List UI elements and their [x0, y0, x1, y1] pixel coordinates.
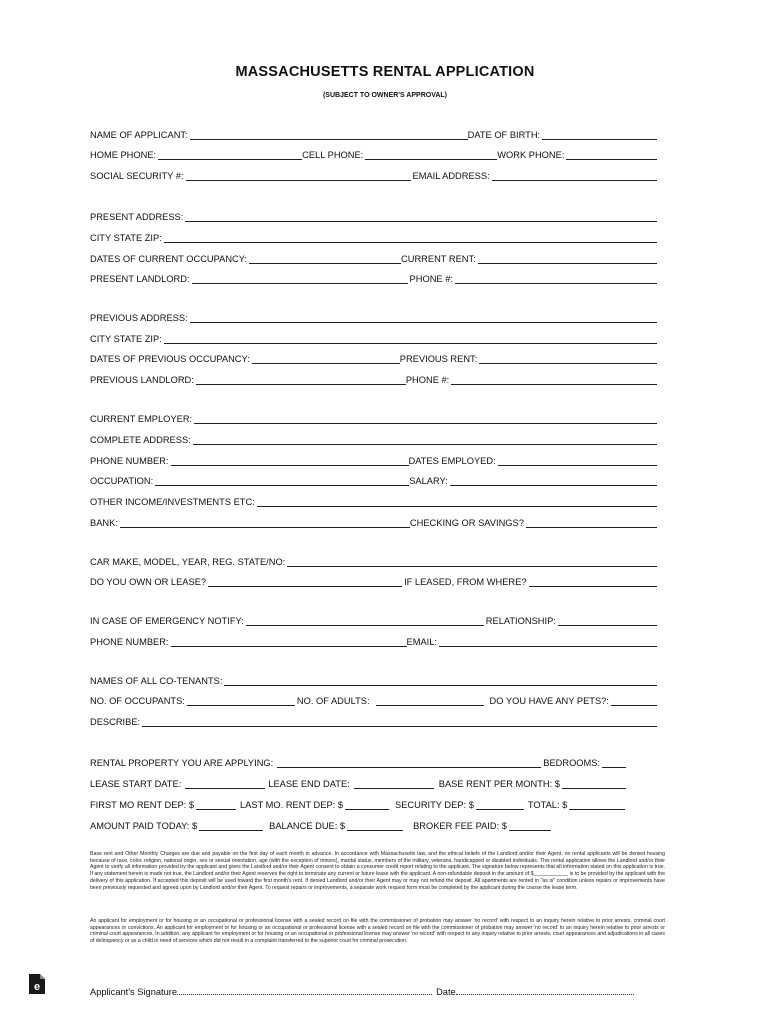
eforms-logo-icon — [28, 973, 46, 995]
bedrooms-label: BEDROOMS: — [543, 758, 601, 768]
security-label: SECURITY DEP: $ — [395, 800, 474, 810]
previous-address-field[interactable] — [190, 311, 657, 323]
rental-property-label: RENTAL PROPERTY YOU ARE APPLYING: — [90, 758, 274, 768]
describe-field[interactable] — [142, 715, 657, 727]
ssn-field[interactable] — [186, 169, 411, 181]
first-mo-label: FIRST MO RENT DEP: $ — [90, 800, 195, 810]
emergency-notify-field[interactable] — [246, 614, 484, 626]
employer-phone-label: PHONE NUMBER: — [90, 456, 169, 466]
occupants-label: NO. OF OCCUPANTS: — [90, 696, 185, 706]
other-income-row — [90, 494, 657, 508]
previous-city-field[interactable] — [164, 332, 657, 344]
cell-phone-field[interactable] — [365, 148, 497, 160]
lease-dates-row — [90, 776, 657, 790]
own-lease-row — [90, 574, 657, 588]
salary-label: SALARY: — [409, 476, 448, 486]
car-label: CAR MAKE, MODEL, YEAR, REG. STATE/NO: — [90, 557, 286, 567]
cotenants-field[interactable] — [224, 674, 657, 686]
employer-phone-row — [90, 453, 657, 467]
other-income-label: OTHER INCOME/INVESTMENTS ETC: — [90, 497, 255, 507]
employer-row — [90, 411, 657, 425]
bedrooms-field[interactable] — [602, 756, 626, 768]
bank-label: BANK: — [90, 518, 118, 528]
applicant-name-field[interactable] — [190, 128, 468, 140]
broker-label: BROKER FEE PAID: $ — [413, 821, 507, 831]
cell-phone-label: CELL PHONE: — [302, 150, 364, 160]
emergency-row — [90, 613, 657, 627]
occupation-row — [90, 473, 657, 487]
present-landlord-label: PRESENT LANDLORD: — [90, 274, 190, 284]
home-phone-label: HOME PHONE: — [90, 150, 157, 160]
rental-property-field[interactable] — [277, 756, 541, 768]
signature-date-field[interactable] — [456, 984, 634, 995]
amount-paid-field[interactable] — [199, 819, 263, 831]
describe-row — [90, 714, 657, 728]
emergency-phone-field[interactable] — [171, 635, 407, 647]
lease-start-field[interactable] — [185, 777, 265, 789]
employer-address-row — [90, 432, 657, 446]
checking-field[interactable] — [526, 516, 657, 528]
dates-employed-label: DATES EMPLOYED: — [408, 456, 496, 466]
emergency-email-label: EMAIL: — [406, 637, 437, 647]
first-mo-field[interactable] — [196, 798, 236, 810]
previous-landlord-label: PREVIOUS LANDLORD: — [90, 375, 194, 385]
base-rent-label: BASE RENT PER MONTH: $ — [438, 779, 560, 789]
last-mo-label: LAST MO. RENT DEP: $ — [240, 800, 343, 810]
describe-label: DESCRIBE: — [90, 717, 141, 727]
own-lease-field[interactable] — [208, 575, 402, 587]
previous-city-label: CITY STATE ZIP: — [90, 334, 162, 344]
applicant-signature-field[interactable] — [177, 984, 432, 995]
balance-field[interactable] — [347, 819, 403, 831]
present-address-field[interactable] — [185, 210, 657, 222]
own-lease-label: DO YOU OWN OR LEASE? — [90, 577, 207, 587]
pets-field[interactable] — [611, 694, 657, 706]
present-dates-row — [90, 251, 657, 265]
occupation-label: OCCUPATION: — [90, 476, 154, 486]
base-rent-field[interactable] — [562, 777, 626, 789]
checking-label: CHECKING OR SAVINGS? — [409, 518, 524, 528]
applicant-name-row — [90, 127, 657, 141]
pets-label: DO YOU HAVE ANY PETS?: — [489, 696, 609, 706]
present-dates-field[interactable] — [249, 252, 401, 264]
ssn-label: SOCIAL SECURITY #: — [90, 171, 184, 181]
lease-end-label: LEASE END DATE: — [268, 779, 350, 789]
previous-dates-row — [90, 351, 657, 365]
occupants-field[interactable] — [187, 694, 295, 706]
bank-field[interactable] — [120, 516, 410, 528]
total-field[interactable] — [569, 798, 625, 810]
occupation-field[interactable] — [155, 474, 409, 486]
present-address-row — [90, 209, 657, 223]
applicant-signature-label: Applicant's Signature — [90, 987, 178, 997]
dates-employed-field[interactable] — [498, 454, 657, 466]
disclosure-paragraph: Base rent and Other Monthly Charges are due and payable on the first day of each month in advance. In accordance with Massachusetts law, and the ethical beliefs of the Landlord and/or their Agent, no rental applicants will be denied housing because of race, color, religion, national origin, sex or sexual orientation, age (with the exception of minors), marital status, members of the military, veterans, handicapped or disabled individuals. This rental application allows the Landlord and/or their Agent to verify all information provided by the applicant and gives the Landlord and/or their Agent consent to obtain a consumer credit report relating to the applicant. The signature below represents that all information stated on this application is true. If any statement herein is made not true, the Landlord and/or their Agent reserves the right to terminate any current or future lease with the applicant. A non-refundable deposit in the amount of $____________ is to be provided by the applicant with the delivery of this application. If accepted this deposit will be used toward the first month's rent. If denied Landlord and/or their Agent may or may not refund the deposit. All apartments are rented in "as is" condition unless repairs or improvements have been previously requested and agreed upon by Landlord and/or their Agent. To request repairs or improvements, a separate work request form must be completed by the applicant during the course the lease term. — [90, 851, 665, 891]
present-city-label: CITY STATE ZIP: — [90, 233, 162, 243]
work-phone-field[interactable] — [566, 148, 657, 160]
form-title: MASSACHUSETTS RENTAL APPLICATION — [235, 64, 535, 80]
present-phone-label: PHONE #: — [409, 274, 453, 284]
ssn-row — [90, 168, 657, 182]
email-field[interactable] — [492, 169, 657, 181]
previous-landlord-row — [90, 372, 657, 386]
present-address-label: PRESENT ADDRESS: — [90, 212, 184, 222]
adults-field[interactable] — [376, 694, 484, 706]
car-row — [90, 554, 657, 568]
relationship-field[interactable] — [558, 614, 657, 626]
present-landlord-field[interactable] — [192, 272, 408, 284]
previous-rent-label: PREVIOUS RENT: — [399, 354, 478, 364]
current-rent-field[interactable] — [478, 252, 657, 264]
previous-city-row — [90, 331, 657, 345]
previous-address-row — [90, 310, 657, 324]
emergency-phone-label: PHONE NUMBER: — [90, 637, 169, 647]
previous-phone-label: PHONE #: — [405, 375, 450, 385]
employer-label: CURRENT EMPLOYER: — [90, 414, 193, 424]
present-phone-field[interactable] — [455, 272, 657, 284]
current-rent-label: CURRENT RENT: — [401, 254, 476, 264]
form-subtitle: (SUBJECT TO OWNER'S APPROVAL) — [322, 92, 448, 99]
cotenants-label: NAMES OF ALL CO-TENANTS: — [90, 676, 223, 686]
broker-field[interactable] — [509, 819, 551, 831]
previous-dates-label: DATES OF PREVIOUS OCCUPANCY: — [90, 354, 250, 364]
emergency-notify-label: IN CASE OF EMERGENCY NOTIFY: — [90, 616, 244, 626]
relationship-label: RELATIONSHIP: — [485, 616, 556, 626]
date-label: Date — [436, 987, 456, 997]
dob-label: DATE OF BIRTH: — [467, 130, 541, 140]
amount-paid-label: AMOUNT PAID TODAY: $ — [90, 821, 198, 831]
previous-phone-field[interactable] — [451, 373, 657, 385]
lease-start-label: LEASE START DATE: — [90, 779, 182, 789]
other-income-field[interactable] — [257, 495, 657, 507]
employer-address-field[interactable] — [193, 433, 657, 445]
email-label: EMAIL ADDRESS: — [412, 171, 490, 181]
deposits-row — [90, 797, 657, 811]
leased-from-label: IF LEASED, FROM WHERE? — [404, 577, 527, 587]
previous-dates-field[interactable] — [252, 352, 400, 364]
occupants-row — [90, 693, 657, 707]
leased-from-field[interactable] — [529, 575, 657, 587]
salary-field[interactable] — [450, 474, 657, 486]
present-landlord-row — [90, 271, 657, 285]
logo-letter: e — [33, 981, 41, 993]
employer-phone-field[interactable] — [171, 454, 409, 466]
dob-field[interactable] — [542, 128, 657, 140]
previous-rent-field[interactable] — [479, 352, 657, 364]
rental-property-row — [90, 755, 657, 769]
cotenants-row — [90, 673, 657, 687]
applicant-name-label: NAME OF APPLICANT: — [90, 130, 188, 140]
previous-address-label: PREVIOUS ADDRESS: — [90, 313, 188, 323]
lease-end-field[interactable] — [354, 777, 434, 789]
previous-landlord-field[interactable] — [196, 373, 406, 385]
work-phone-label: WORK PHONE: — [497, 150, 565, 160]
security-field[interactable] — [476, 798, 524, 810]
bank-row — [90, 515, 657, 529]
emergency-phone-row — [90, 634, 657, 648]
present-dates-label: DATES OF CURRENT OCCUPANCY: — [90, 254, 248, 264]
signature-row — [90, 984, 650, 997]
employer-field[interactable] — [194, 412, 657, 424]
phones-row — [90, 147, 657, 161]
present-city-field[interactable] — [164, 231, 657, 243]
employer-address-label: COMPLETE ADDRESS: — [90, 435, 191, 445]
payments-row — [90, 818, 657, 832]
present-city-row — [90, 230, 657, 244]
total-label: TOTAL: $ — [527, 800, 568, 810]
last-mo-field[interactable] — [345, 798, 389, 810]
sealed-record-paragraph: An applicant for employment or for housing or an occupational or professional license with a sealed record on file with the commissioner of probation may answer 'no record' with respect to an inquiry herein relative to prior arrests, criminal court appearances or convictions. An applicant for employment or for housing or an occupational or professional license with a sealed record on file with the commissioner of probation may answer 'no record' to an inquiry herein relative to prior arrests or criminal court appearances. In addition, any applicant for employment or for housing or an occupational or professional license may answer 'no record' with respect to any inquiry relative to prior arrests, court appearances and adjudications in all cases of delinquency or as a child in need of services which did not result in a complaint transferred to the superior court for criminal prosecution. — [90, 918, 665, 945]
home-phone-field[interactable] — [158, 148, 302, 160]
balance-label: BALANCE DUE: $ — [269, 821, 346, 831]
car-field[interactable] — [287, 555, 657, 567]
adults-label: NO. OF ADULTS: — [296, 696, 370, 706]
emergency-email-field[interactable] — [439, 635, 657, 647]
